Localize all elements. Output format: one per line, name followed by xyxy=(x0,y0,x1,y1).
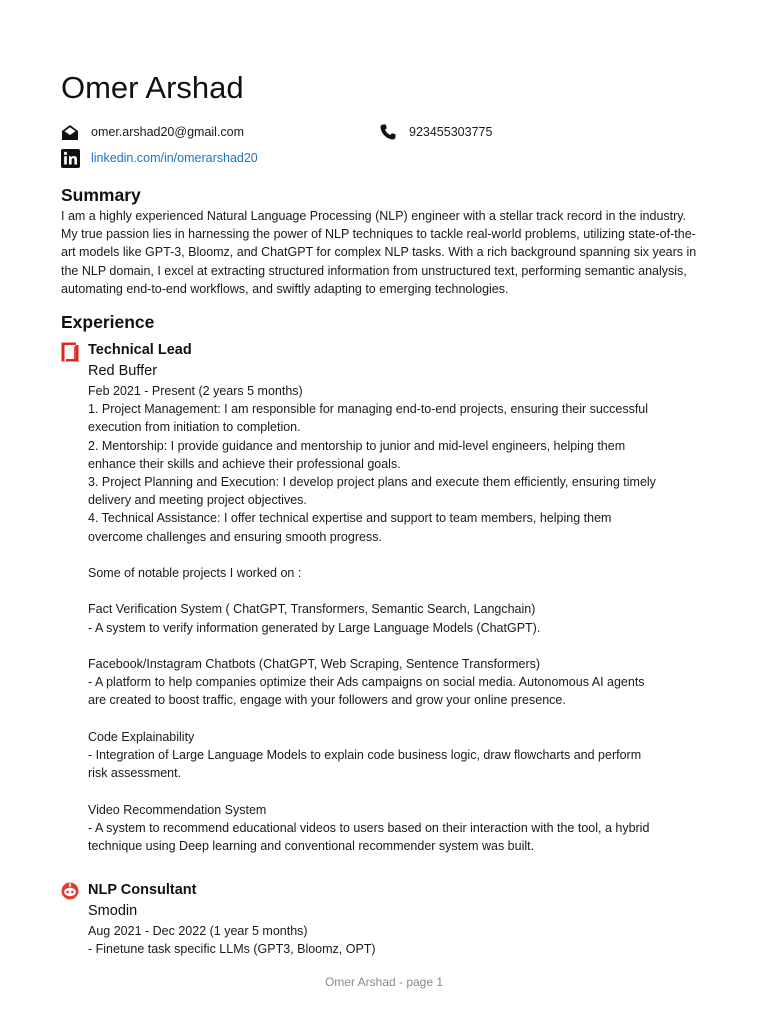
job-description xyxy=(88,382,678,855)
job-line: enhance their skills and achieve their professional goals. xyxy=(88,456,401,471)
job-line: 4. Technical Assistance: I offer technical expertise and support to team members, helping them xyxy=(88,511,612,526)
job-line: risk assessment. xyxy=(88,766,182,781)
job-line: Facebook/Instagram Chatbots (ChatGPT, Web Scraping, Sentence Transformers) xyxy=(88,657,541,671)
job-company: Smodin xyxy=(88,903,138,919)
phone-number[interactable]: 923455303775 xyxy=(409,125,493,139)
job-line: - Finetune task specific LLMs (GPT3, Bloomz, OPT) xyxy=(88,942,376,957)
job-line: - A system to verify information generated by Large Language Models (ChatGPT). xyxy=(88,620,541,635)
job-line: 2. Mentorship: I provide guidance and mentorship to junior and mid-level engineers, helping them xyxy=(88,438,626,453)
smodin-logo-icon xyxy=(60,881,80,903)
job-line: 1. Project Management: I am responsible for managing end-to-end projects, ensuring their successful xyxy=(88,402,649,417)
job-line: Fact Verification System ( ChatGPT, Transformers, Semantic Search, Langchain) xyxy=(88,602,536,617)
job-line: Code Explainability xyxy=(88,729,195,744)
job-line xyxy=(88,782,678,800)
job-line xyxy=(88,546,678,564)
job-dates: Aug 2021 - Dec 2022 (1 year 5 months) xyxy=(88,924,308,938)
job-line: - Integration of Large Language Models to explain code business logic, draw flowcharts and perform xyxy=(88,748,642,762)
job-line: - A platform to help companies optimize their Ads campaigns on social media. Autonomous AI agents xyxy=(88,675,645,690)
job-description xyxy=(88,922,678,958)
page-footer: Omer Arshad - page 1 xyxy=(324,975,444,989)
job-line: - A system to recommend educational videos to users based on their interaction with the tool, a hybrid xyxy=(88,820,650,835)
linkedin-row xyxy=(60,148,258,168)
job-line xyxy=(88,582,678,600)
job-line: Some of notable projects I worked on : xyxy=(88,566,302,581)
job-line: technique using Deep learning and conventional recommender system was built. xyxy=(88,839,535,853)
job-line xyxy=(88,637,678,655)
job-line: are created to boost traffic, engage with your followers and grow your online presence. xyxy=(88,693,566,708)
linkedin-link[interactable]: linkedin.com/in/omerarshad20 xyxy=(91,151,258,165)
candidate-name: Omer Arshad xyxy=(61,70,244,105)
summary-text: I am a highly experienced Natural Language Processing (NLP) engineer with a stellar track record in the industry. My true passion lies in harnessing the power of NLP techniques to tackle real-world problems, utilizing state-of-the-art models like GPT-3, Bloomz, and ChatGPT for complex NLP tasks. With a rich background spanning six years in the NLP domain, I excel at extracting structured information from unstructured text, performing semantic analysis, automating end-to-end workflows, and swiftly adapting to emerging technologies. xyxy=(61,209,697,296)
job-line: execution from initiation to completion. xyxy=(88,420,301,435)
red-buffer-logo-icon xyxy=(60,341,80,363)
summary-heading: Summary xyxy=(61,185,141,205)
job-title: Technical Lead xyxy=(88,342,192,358)
job-line: Video Recommendation System xyxy=(88,802,267,817)
job-dates: Feb 2021 - Present (2 years 5 months) xyxy=(88,384,303,398)
experience-heading: Experience xyxy=(61,312,155,332)
phone-row xyxy=(378,122,492,142)
phone-icon xyxy=(378,122,398,142)
job-line xyxy=(88,710,678,728)
email-row xyxy=(60,122,244,142)
job-line: 3. Project Planning and Execution: I develop project plans and execute them efficiently, ensuring timely xyxy=(88,475,656,490)
email-address[interactable]: omer.arshad20@gmail.com xyxy=(91,125,245,139)
job-line: delivery and meeting project objectives. xyxy=(88,493,307,508)
job-title: NLP Consultant xyxy=(88,882,197,898)
linkedin-icon xyxy=(60,148,80,168)
job-line: overcome challenges and ensuring smooth progress. xyxy=(88,529,382,544)
job-company: Red Buffer xyxy=(88,363,158,379)
envelope-icon xyxy=(60,122,80,142)
